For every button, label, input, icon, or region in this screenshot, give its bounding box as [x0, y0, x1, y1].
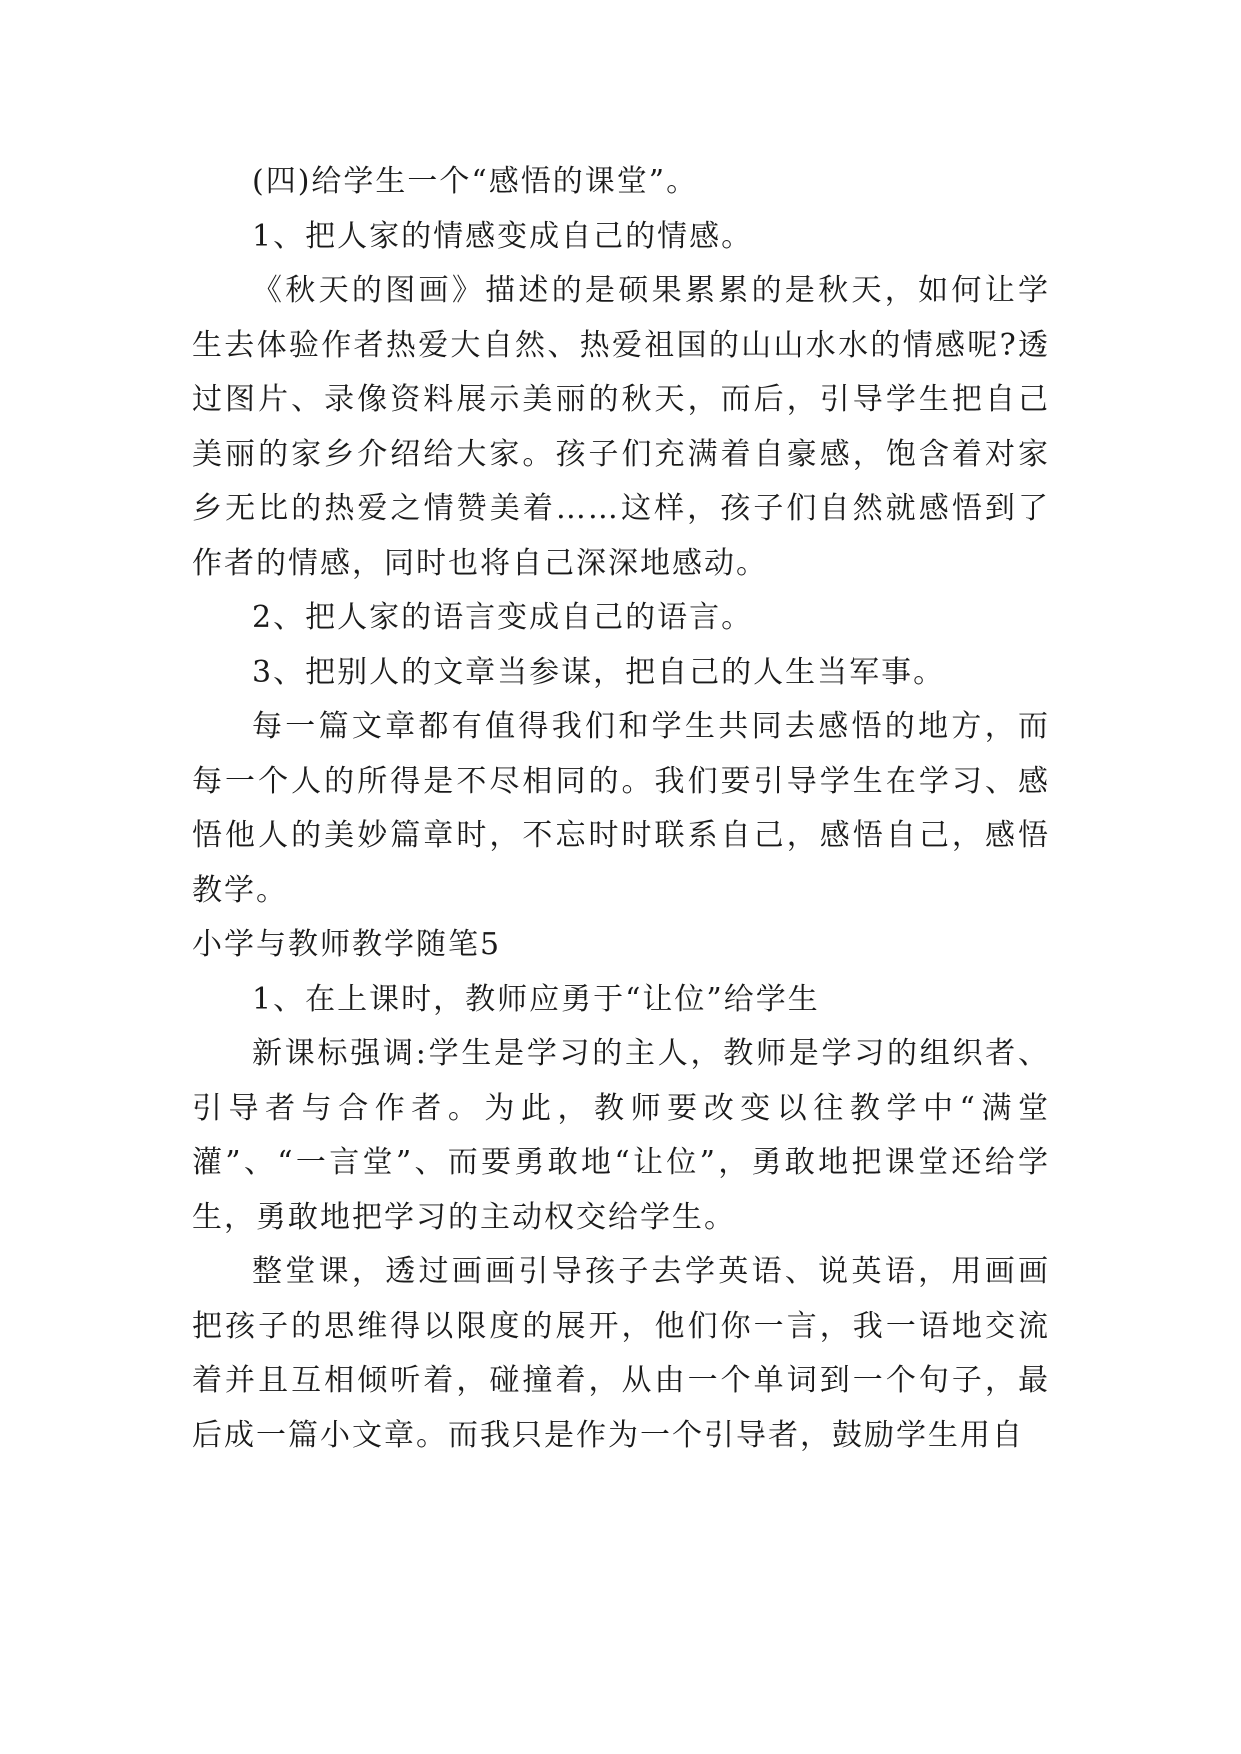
paragraph-every-article: 每一篇文章都有值得我们和学生共同去感悟的地方，而每一个人的所得是不尽相同的。我们要引导学生在学习、感悟他人的美妙篇章时，不忘时时联系自己，感悟自己，感悟教学。	[192, 709, 1050, 908]
paragraph-whole-class: 整堂课，透过画画引导孩子去学英语、说英语，用画画把孩子的思维得以限度的展开，他们你一言，我一语地交流着并且互相倾听着，碰撞着，从由一个单词到一个句子，最后成一篇小文章。而我只是作为一个引导者，鼓励学生用自	[192, 1254, 1050, 1453]
paragraph-point-2: 2、把人家的语言变成自己的语言。	[252, 600, 754, 635]
paragraph-give-way: 1、在上课时，教师应勇于“让位”给学生	[252, 981, 820, 1017]
paragraph-new-curriculum: 新课标强调:学生是学习的主人，教师是学习的组织者、引导者与合作者。为此，教师要改变以往教学中“满堂灌”、“一言堂”、而要勇敢地“让位”，勇敢地把课堂还给学生，勇敢地把学习的主动权交给学生。	[192, 1036, 1050, 1235]
paragraph-point-1: 1、把人家的情感变成自己的情感。	[252, 218, 754, 254]
body-text	[192, 155, 1050, 1463]
essay-title: 小学与教师教学随笔5	[192, 927, 502, 962]
paragraph-section-heading: (四)给学生一个“感悟的课堂”。	[252, 164, 699, 199]
paragraph-autumn-painting: 《秋天的图画》描述的是硕果累累的是秋天，如何让学生去体验作者热爱大自然、热爱祖国的山山水水的情感呢?透过图片、录像资料展示美丽的秋天，而后，引导学生把自己美丽的家乡介绍给大家。孩子们充满着自豪感，饱含着对家乡无比的热爱之情赞美着……这样，孩子们自然就感悟到了作者的情感，同时也将自己深深地感动。	[192, 273, 1050, 581]
paragraph-point-3: 3、把别人的文章当参谋，把自己的人生当军事。	[252, 654, 946, 690]
